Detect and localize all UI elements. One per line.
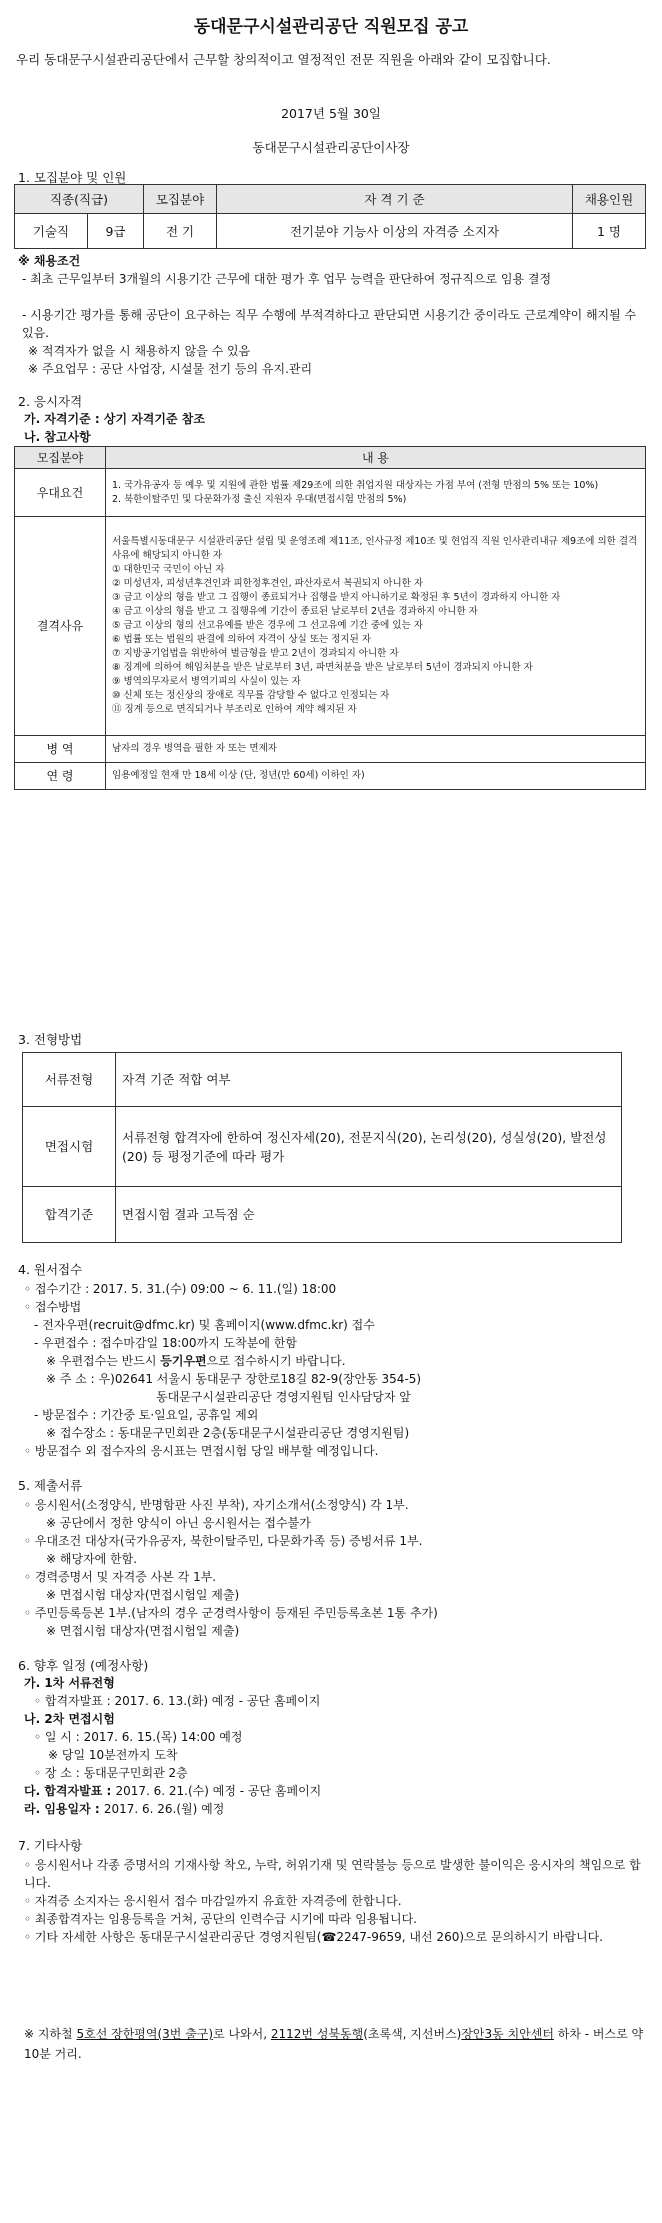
s4-visit: - 방문접수 : 기간중 토·일요일, 공휴일 제외 [34, 1408, 259, 1422]
row-label: 서류전형 [23, 1053, 116, 1107]
header-count: 채용인원 [573, 185, 646, 214]
content-line: ⑩ 신체 또는 정신상의 장애로 직무를 감당할 수 없다고 인정되는 자 [112, 690, 390, 701]
content-line: ⑤ 금고 이상의 형의 선고유예를 받은 경우에 그 선고유예 기간 중에 있는 자 [112, 620, 423, 631]
header-qualification: 자 격 기 준 [217, 185, 573, 214]
row-content: 서류전형 합격자에 한하여 정신자세(20), 전문지식(20), 논리성(20), 성실성(20), 발전성(20) 등 평정기준에 따라 평가 [116, 1107, 622, 1187]
table-row [15, 763, 646, 790]
content-line: ⑪ 징계 등으로 면직되거나 부조리로 인하여 계약 해지된 자 [112, 704, 357, 715]
footer-stop: 장안3동 치안센터 [461, 2027, 554, 2041]
mail-note-registered: 등기우편 [160, 1354, 207, 1368]
conditions-title: ※ 채용조건 [18, 254, 81, 268]
notice-date: 2017년 5월 30일 [281, 106, 381, 121]
row-label: 연 령 [15, 763, 106, 790]
s5-line: ◦ 주민등록등본 1부.(남자의 경우 군경력사항이 등재된 주민등록초본 1통 추가) [24, 1606, 438, 1620]
intro-text: 우리 동대문구시설관리공단에서 근무할 창의적이고 열정적인 전문 직원을 아래와 같이 모집합니다. [16, 52, 551, 67]
mail-note-post: 으로 접수하시기 바랍니다. [206, 1354, 346, 1368]
selection-table [22, 1052, 622, 1243]
s4-address: ※ 주 소 : 우)02641 서울시 동대문구 장한로18길 82-9(장안동 354-5) [46, 1372, 422, 1386]
s4-email: - 전자우편(recruit@dfmc.kr) 및 홈페이지(www.dfmc.kr) 접수 [34, 1318, 375, 1332]
cell-qualification: 전기분야 기능사 이상의 자격증 소지자 [217, 214, 573, 249]
s4-place: ※ 접수장소 : 동대문구민회관 2층(동대문구시설관리공단 경영지원팀) [46, 1426, 410, 1440]
header-category: 모집분야 [15, 447, 106, 469]
section-7-heading: 7. 기타사항 [18, 1838, 83, 1853]
s5-line: ※ 면접시험 대상자(면접시험일 제출) [46, 1624, 240, 1638]
s6-b2: ※ 당일 10분전까지 도착 [48, 1748, 178, 1762]
table-row [15, 469, 646, 517]
s5-line: ◦ 우대조건 대상자(국가유공자, 북한이탈주민, 다문화가족 등) 증빙서류 1부. [24, 1534, 423, 1548]
recruit-table [14, 184, 646, 249]
footer-text: 하차 - 버스로 약10분 거리. [24, 2027, 644, 2061]
mail-note-pre: ※ 우편접수는 반드시 [46, 1354, 161, 1368]
row-label: 결격사유 [15, 517, 106, 736]
s4-address-2: 동대문구시설관리공단 경영지원팀 인사담당자 앞 [156, 1390, 411, 1404]
row-content: 자격 기준 적합 여부 [116, 1053, 622, 1107]
content-line: ⑦ 지방공기업법을 위반하여 벌금형을 받고 2년이 경과되지 아니한 자 [112, 648, 399, 659]
header-field: 모집분야 [144, 185, 217, 214]
s5-line: ※ 면접시험 대상자(면접시험일 제출) [46, 1588, 240, 1602]
table-row [23, 1107, 622, 1187]
footer-text: ※ 지하철 [24, 2027, 77, 2041]
s6-a: 가. 1차 서류전형 [24, 1676, 115, 1690]
issuer: 동대문구시설관리공단이사장 [252, 140, 410, 155]
s4-method: ◦ 접수방법 [24, 1300, 82, 1314]
s5-line: ※ 해당자에 한함. [46, 1552, 138, 1566]
row-content [106, 517, 646, 736]
s6-d-value: 2017. 6. 26.(월) 예정 [103, 1802, 225, 1816]
s7-line: ◦ 최종합격자는 임용등록을 거쳐, 공단의 인력수급 시기에 따라 임용됩니다. [24, 1912, 417, 1926]
table-header-row [15, 447, 646, 469]
section-5-heading: 5. 제출서류 [18, 1478, 83, 1493]
section-6-heading: 6. 향후 일정 (예정사항) [18, 1658, 149, 1673]
condition-3: ※ 적격자가 없을 시 채용하지 않을 수 있음 [28, 344, 251, 358]
s5-line: ※ 공단에서 정한 양식이 아닌 응시원서는 접수불가 [46, 1516, 311, 1530]
table-row [15, 517, 646, 736]
table-row [15, 736, 646, 763]
s7-line: ◦ 기타 자세한 사항은 동대문구시설관리공단 경영지원팀(☎2247-9659, 내선 260)으로 문의하시기 바랍니다. [24, 1930, 603, 1944]
row-content [106, 469, 646, 517]
s7-line: ◦ 자격증 소지자는 응시원서 접수 마감일까지 유효한 자격증에 한합니다. [24, 1894, 402, 1908]
s6-c-label: 다. 합격자발표 : [24, 1784, 116, 1798]
header-job: 직종(직급) [15, 185, 144, 214]
s4-mail-note [46, 1352, 662, 1370]
s6-c-value: 2017. 6. 21.(수) 예정 - 공단 홈페이지 [115, 1784, 322, 1798]
s2-criteria: 가. 자격기준 : 상기 자격기준 참조 [24, 412, 205, 426]
footer-bus: 2112번 성북동행 [270, 2027, 364, 2041]
row-content: 면접시험 결과 고득점 순 [116, 1187, 622, 1243]
content-line: ④ 금고 이상의 형을 받고 그 집행유예 기간이 종료된 날로부터 2년을 경과하지 아니한 자 [112, 606, 478, 617]
s6-c [24, 1782, 654, 1800]
cell-field: 전 기 [144, 214, 217, 249]
header-content: 내 용 [106, 447, 646, 469]
s5-line: ◦ 응시원서(소정양식, 반명함판 사진 부착), 자기소개서(소정양식) 각 1부. [24, 1498, 409, 1512]
section-2-heading: 2. 응시자격 [18, 394, 83, 409]
s4-period: ◦ 접수기간 : 2017. 5. 31.(수) 09:00 ~ 6. 11.(일) 18:00 [24, 1282, 337, 1296]
table-row [23, 1187, 622, 1243]
row-content: 남자의 경우 병역을 필한 자 또는 면제자 [106, 736, 646, 763]
condition-1: - 최초 근무일부터 3개월의 시용기간 근무에 대한 평가 후 업무 능력을 판단하여 정규직으로 임용 결정 [22, 272, 552, 286]
s2-notes-title: 나. 참고사항 [24, 430, 91, 444]
footer-text: (초록색, 지선버스) [363, 2027, 462, 2041]
row-label: 합격기준 [23, 1187, 116, 1243]
cell-grade: 9급 [87, 214, 143, 249]
s6-b1: ◦ 일 시 : 2017. 6. 15.(목) 14:00 예정 [34, 1730, 243, 1744]
s4-ticket: ◦ 방문접수 외 접수자의 응시표는 면접시험 당일 배부할 예정입니다. [24, 1444, 379, 1458]
section-4-heading: 4. 원서접수 [18, 1262, 83, 1277]
eligibility-table [14, 446, 646, 790]
footer-text: 로 나와서, [213, 2027, 271, 2041]
content-line: ③ 금고 이상의 형을 받고 그 집행이 종료되거나 집행을 받지 아니하기로 확정된 후 5년이 경과하지 아니한 자 [112, 592, 561, 603]
row-label: 우대요건 [15, 469, 106, 517]
content-line: ⑥ 법률 또는 법원의 판결에 의하여 자격이 상실 또는 정지된 자 [112, 634, 371, 645]
s5-line: ◦ 경력증명서 및 자격증 사본 각 1부. [24, 1570, 217, 1584]
s6-d-label: 라. 임용일자 : [24, 1802, 104, 1816]
s6-b: 나. 2차 면접시험 [24, 1712, 115, 1726]
s6-d [24, 1800, 654, 1818]
table-header-row [15, 185, 646, 214]
content-line: 2. 북한이탈주민 및 다문화가정 출신 지원자 우대(면접시험 만점의 5%) [112, 493, 407, 505]
page-title: 동대문구시설관리공단 직원모집 공고 [193, 17, 469, 37]
condition-4: ※ 주요업무 : 공단 사업장, 시설물 전기 등의 유지.관리 [28, 362, 313, 376]
s4-mail: - 우편접수 : 접수마감일 18:00까지 도착분에 한함 [34, 1336, 297, 1350]
content-line: ⑨ 병역의무자로서 병역기피의 사실이 있는 자 [112, 676, 301, 687]
table-row [23, 1053, 622, 1107]
condition-2: - 시용기간 평가를 통해 공단이 요구하는 직무 수행에 부적격하다고 판단되면 시용기간 중이라도 근로계약이 해지될 수 있음. [22, 308, 637, 340]
footer-station: 5호선 장한평역(3번 출구) [76, 2027, 214, 2041]
row-label: 병 역 [15, 736, 106, 763]
table-row [15, 214, 646, 249]
cell-count: 1 명 [573, 214, 646, 249]
section-1-heading: 1. 모집분야 및 인원 [18, 170, 127, 185]
s6-b3: ◦ 장 소 : 동대문구민회관 2층 [34, 1766, 188, 1780]
content-line: 1. 국가유공자 등 예우 및 지원에 관한 법률 제29조에 의한 취업지원 대상자는 가점 부여 (전형 만점의 5% 또는 10%) [112, 479, 599, 491]
section-3-heading: 3. 전형방법 [18, 1032, 83, 1047]
row-label: 면접시험 [23, 1107, 116, 1187]
s7-line: ◦ 응시원서나 각종 증명서의 기재사항 착오, 누락, 허위기재 및 연락불능 등으로 발생한 불이익은 응시자의 책임으로 합니다. [24, 1858, 641, 1890]
row-content: 임용예정일 현재 만 18세 이상 (단, 정년(만 60세) 이하인 자) [106, 763, 646, 790]
content-line: 서울특별시동대문구 시설관리공단 설립 및 운영조례 제11조, 인사규정 제10조 및 현업직 직원 인사관리내규 제9조에 의한 결격사유에 해당되지 아니한 자 [112, 536, 638, 561]
content-line: ② 미성년자, 피성년후견인과 피한정후견인, 파산자로서 복권되지 아니한 자 [112, 578, 424, 589]
cell-job: 기술직 [15, 214, 88, 249]
footer-directions [24, 2024, 648, 2064]
content-line: ① 대한민국 국민이 아닌 자 [112, 564, 225, 575]
content-line: ⑧ 징계에 의하여 해임처분을 받은 날로부터 3년, 파면처분을 받은 날로부터 5년이 경과되지 아니한 자 [112, 662, 533, 673]
s6-a1: ◦ 합격자발표 : 2017. 6. 13.(화) 예정 - 공단 홈페이지 [34, 1694, 321, 1708]
